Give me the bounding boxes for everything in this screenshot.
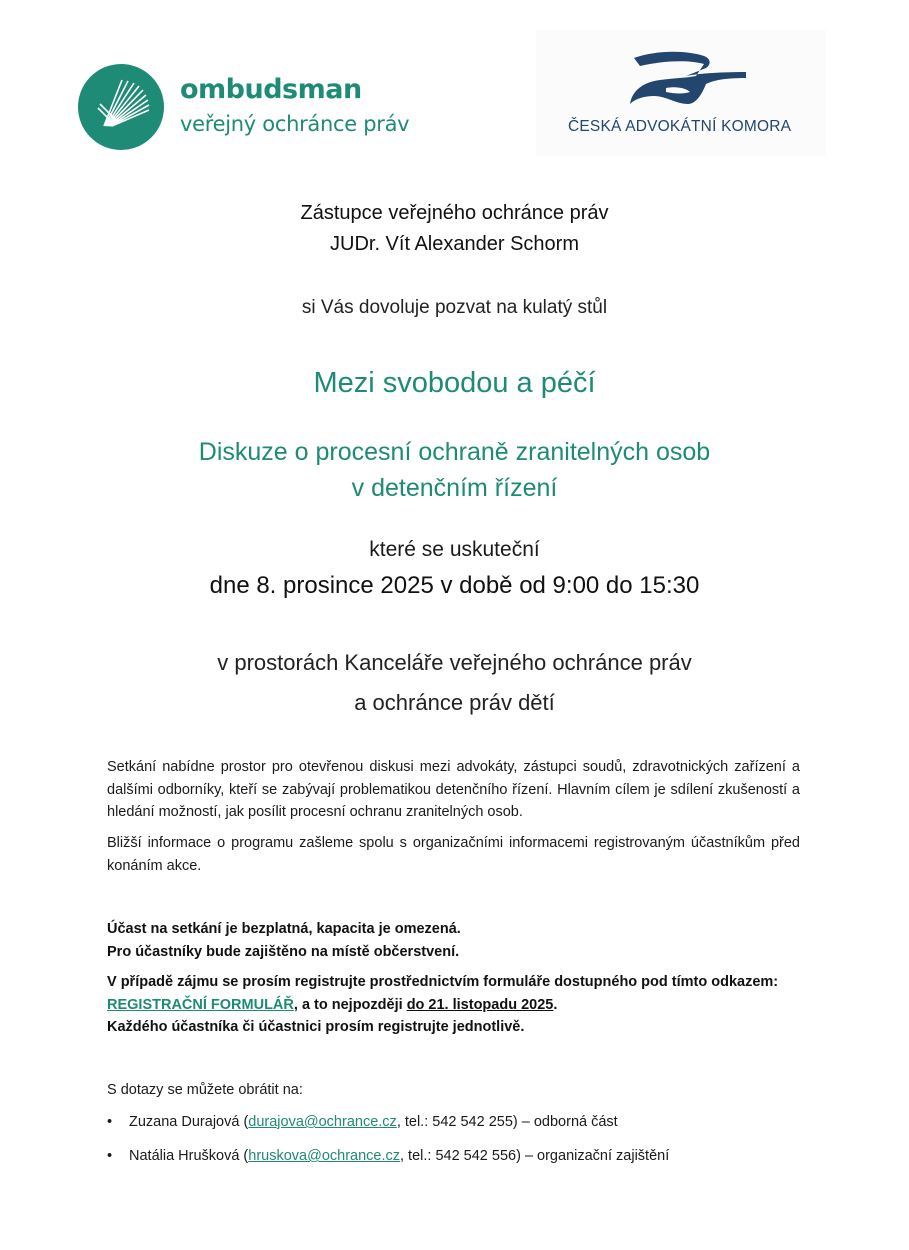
contacts-intro: S dotazy se můžete obrátit na: [107, 1082, 303, 1098]
registration-text-middle: , a to nejpozději [293, 996, 407, 1013]
takes-place-text: které se uskuteční [369, 538, 540, 561]
ombudsman-name: ombudsman [180, 74, 362, 105]
cak-name: ČESKÁ ADVOKÁTNÍ KOMORA [568, 118, 792, 135]
inviter-role: Zástupce veřejného ochránce práv [300, 202, 609, 224]
cak-logo [536, 30, 826, 156]
event-subtitle-line2: v detenčním řízení [351, 474, 558, 502]
contact-text [129, 1145, 669, 1167]
event-subtitle [0, 434, 909, 506]
invitation-text: si Vás dovoluje pozvat na kulatý stůl [301, 297, 608, 318]
venue-line2: a ochránce práv dětí [354, 690, 555, 715]
registration-note [107, 971, 800, 1039]
contact-email-link[interactable]: durajova@ochrance.cz [248, 1114, 397, 1130]
contact-details: , tel.: 542 542 255) – odborná část [396, 1114, 618, 1130]
event-date-time: dne 8. prosince 2025 v době od 9:00 do 15:30 [209, 572, 700, 599]
registration-text-after: . [553, 996, 558, 1013]
registration-individual-line: Každého účastníka či účastnici prosím registrujte jednotlivě. [107, 1019, 525, 1035]
event-venue [0, 643, 909, 723]
registration-form-link[interactable]: REGISTRAČNÍ FORMULÁŘ [107, 996, 294, 1013]
participation-note [107, 918, 800, 963]
refreshment-line: Pro účastníky bude zajištěno na místě občerstvení. [107, 943, 460, 960]
description-paragraph: Setkání nabídne prostor pro otevřenou diskusi mezi advokáty, zástupci soudů, zdravotnických zařízení a dalšími odborníky, kteří se zabývají problematikou detenčního řízení. Hlavním cílem je sdílení zkušeností a hledání možností, jak posílit procesní ochranu zranitelných osob. [107, 759, 800, 820]
venue-line1: v prostorách Kanceláře veřejného ochránce práv [217, 650, 692, 675]
ombudsman-logo [78, 64, 458, 154]
ombudsman-emblem-icon [78, 64, 164, 150]
program-info-paragraph: Bližší informace o programu zašleme spolu s organizačními informacemi registrovaným účastníkům před konáním akce. [107, 835, 800, 874]
bullet-icon: • [107, 1148, 113, 1164]
contact-details: , tel.: 542 542 556) – organizační zajištění [400, 1148, 670, 1164]
contact-name: Natália Hrušková ( [129, 1148, 249, 1164]
ombudsman-subtitle: veřejný ochránce práv [180, 112, 410, 136]
participation-free-line: Účast na setkání je bezplatná, kapacita je omezená. [107, 921, 461, 937]
event-subtitle-line1: Diskuze o procesní ochraně zranitelných osob [198, 438, 711, 466]
inviter-name: JUDr. Vít Alexander Schorm [330, 233, 579, 255]
contact-name: Zuzana Durajová ( [129, 1114, 249, 1130]
contact-text [129, 1111, 618, 1133]
cak-emblem-icon [626, 48, 756, 110]
bullet-icon: • [107, 1114, 113, 1130]
registration-text-before: V případě zájmu se prosím registrujte prostřednictvím formuláře dostupného pod tímto odkazem: [107, 974, 779, 990]
contact-email-link[interactable]: hruskova@ochrance.cz [248, 1148, 400, 1164]
registration-deadline: do 21. listopadu 2025 [406, 996, 554, 1013]
inviter-block [0, 198, 909, 260]
event-title: Mezi svobodou a péčí [313, 367, 596, 399]
